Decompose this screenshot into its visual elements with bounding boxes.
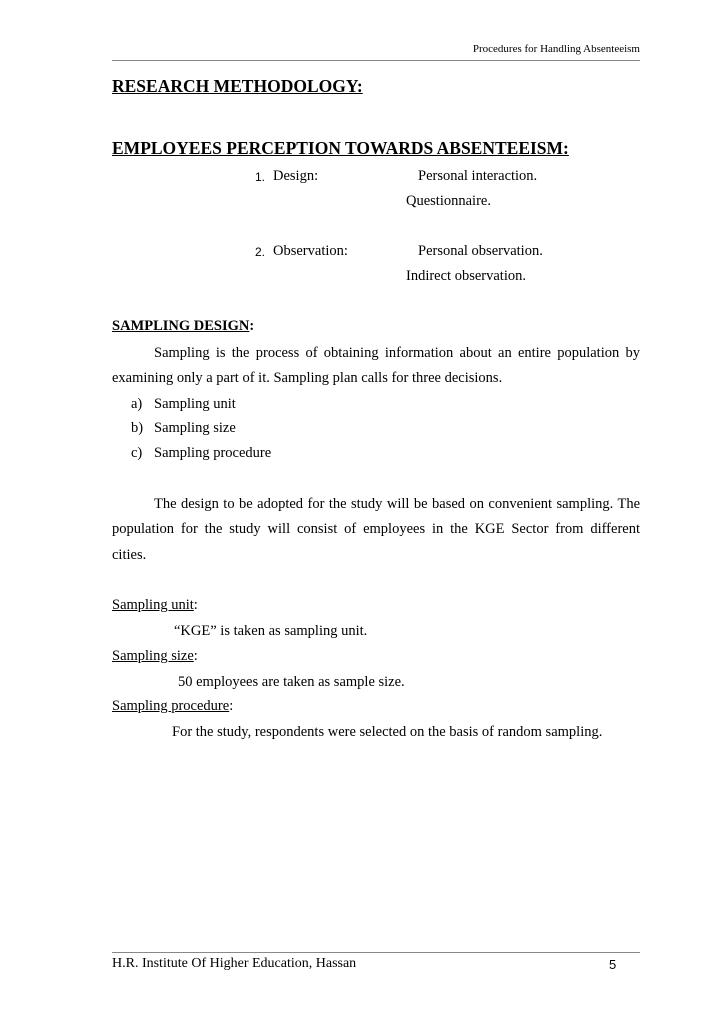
footer-rule bbox=[112, 952, 640, 953]
paragraph-line: cities. bbox=[112, 547, 147, 563]
label-colon: : bbox=[193, 648, 198, 664]
method-number: 1. bbox=[255, 170, 266, 184]
header-rule bbox=[112, 60, 640, 61]
sampling-procedure-text: For the study, respondents were selected on the basis of random sampling. bbox=[172, 724, 603, 740]
label-colon: : bbox=[193, 597, 198, 613]
paragraph-line: population for the study will consist of employees in the KGE Sector from different bbox=[112, 521, 640, 537]
heading-employees-perception: EMPLOYEES PERCEPTION TOWARDS ABSENTEEISM: bbox=[112, 138, 569, 158]
sampling-procedure-label-text: Sampling procedure bbox=[112, 698, 230, 714]
list-marker: c) bbox=[131, 445, 143, 461]
list-item: Sampling procedure bbox=[154, 445, 272, 461]
sampling-size-label-text: Sampling size bbox=[112, 648, 194, 664]
footer-institution: H.R. Institute Of Higher Education, Hassan bbox=[112, 956, 357, 971]
sampling-unit-label-text: Sampling unit bbox=[112, 597, 194, 613]
label-colon: : bbox=[229, 698, 234, 714]
paragraph-line: examining only a part of it. Sampling plan calls for three decisions. bbox=[112, 370, 503, 386]
list-item: Sampling size bbox=[154, 420, 236, 436]
method-label: Observation: bbox=[273, 243, 348, 259]
sampling-size-label bbox=[112, 648, 198, 665]
sampling-size-text: 50 employees are taken as sample size. bbox=[178, 674, 405, 690]
sampling-design-heading-colon: : bbox=[249, 318, 255, 334]
list-item: Sampling unit bbox=[154, 396, 236, 412]
running-header: Procedures for Handling Absenteeism bbox=[472, 43, 640, 55]
sampling-procedure-label bbox=[112, 698, 233, 715]
paragraph-line: Sampling is the process of obtaining information about an entire population by bbox=[154, 345, 640, 361]
list-marker: b) bbox=[131, 420, 144, 436]
paragraph-line: The design to be adopted for the study will be based on convenient sampling. The bbox=[154, 496, 640, 512]
method-value: Personal interaction. bbox=[418, 168, 538, 184]
method-number: 2. bbox=[255, 245, 266, 259]
method-value: Indirect observation. bbox=[406, 268, 526, 284]
sampling-design-heading bbox=[112, 318, 254, 335]
method-label: Design: bbox=[273, 168, 319, 184]
method-value: Questionnaire. bbox=[406, 193, 491, 209]
heading-research-methodology: RESEARCH METHODOLOGY: bbox=[112, 76, 363, 96]
list-marker: a) bbox=[131, 396, 143, 412]
sampling-unit-label bbox=[112, 597, 198, 614]
sampling-unit-text: “KGE” is taken as sampling unit. bbox=[174, 623, 368, 639]
sampling-design-heading-text: SAMPLING DESIGN bbox=[112, 318, 250, 334]
page-number: 5 bbox=[609, 957, 617, 972]
method-value: Personal observation. bbox=[418, 243, 543, 259]
